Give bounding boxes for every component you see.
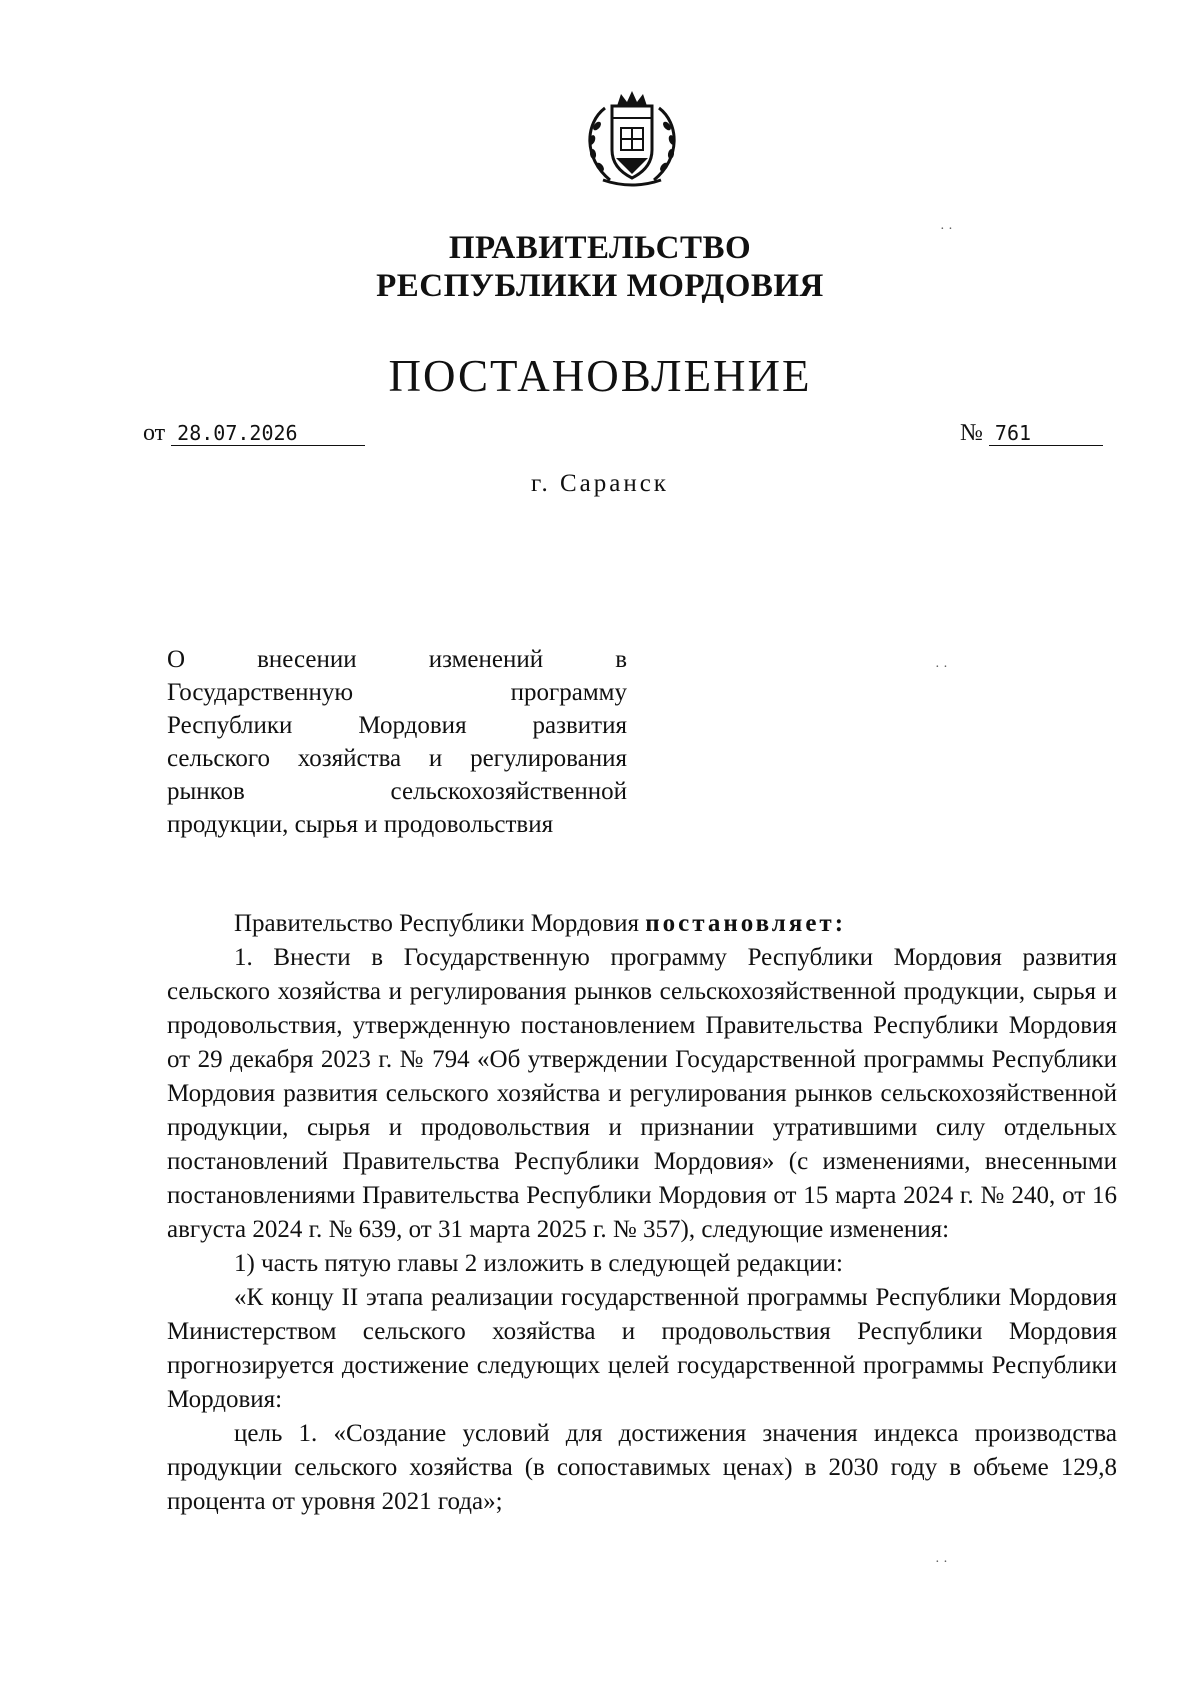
subject-line: рынков сельскохозяйственной (167, 778, 627, 805)
coat-of-arms-icon (575, 88, 689, 190)
scan-speckle: · · (935, 1555, 948, 1570)
scan-speckle: · · (935, 660, 948, 675)
subject-line: сельского хозяйства и регулирования (167, 745, 627, 772)
paragraph-1: 1. Внести в Государственную программу Республики Мордовия развития сельского хозяйства и регулирования рынков сельскохозяйственной продукции, сырья и продовольствия, утвержденную постановлением Правительства Республики Мордовия от 29 декабря 2023 г. № 794 «Об утверждении Государственной программы Республики Мордовия развития сельского хозяйства и регулирования рынков сельскохозяйственной продукции, сырья и продовольствия и признании утратившими силу отдельных постановлений Правительства Республики Мордовия» (с изменениями, внесенными постановлениями Правительства Республики Мордовия от 15 марта 2024 г. № 240, от 16 августа 2024 г. № 639, от 31 марта 2025 г. № 357), следующие изменения: (167, 944, 1117, 1243)
city: г. Саранск (531, 470, 669, 497)
organization-name-line1: ПРАВИТЕЛЬСТВО (448, 230, 752, 266)
scan-speckle: · · (940, 222, 953, 237)
document-body (167, 907, 1117, 1519)
paragraph-4: цель 1. «Создание условий для достижения значения индекса производства продукции сельского хозяйства (в сопоставимых ценах) в 2030 году в объеме 129,8 процента от уровня 2021 года»; (167, 1420, 1117, 1515)
subject-line: Республики Мордовия развития (167, 712, 627, 739)
intro-paragraph (167, 907, 1117, 941)
number-prefix: № (960, 420, 983, 446)
date-prefix: от (143, 420, 166, 446)
paragraph-2: 1) часть пятую главы 2 изложить в следующей редакции: (234, 1250, 843, 1277)
organization-name-line2: РЕСПУБЛИКИ МОРДОВИЯ (376, 268, 824, 304)
date-value: 28.07.2026 (171, 421, 365, 446)
document-date (143, 420, 365, 447)
subject-line: Государственную программу (167, 679, 627, 706)
document-number (960, 420, 1103, 447)
document-type: ПОСТАНОВЛЕНИЕ (388, 351, 812, 401)
paragraph-3: «К концу II этапа реализации государственной программы Республики Мордовия Министерством сельского хозяйства и продовольствия Республики Мордовия прогнозируется достижение следующих целей государственной программы Республики Мордовия: (167, 1284, 1117, 1413)
document-subject (167, 643, 627, 841)
intro-emphasis: постановляет: (645, 910, 847, 937)
intro-text: Правительство Республики Мордовия (234, 910, 646, 937)
number-value: 761 (989, 421, 1103, 446)
subject-line: О внесении изменений в (167, 646, 627, 673)
subject-line: продукции, сырья и продовольствия (167, 811, 554, 838)
